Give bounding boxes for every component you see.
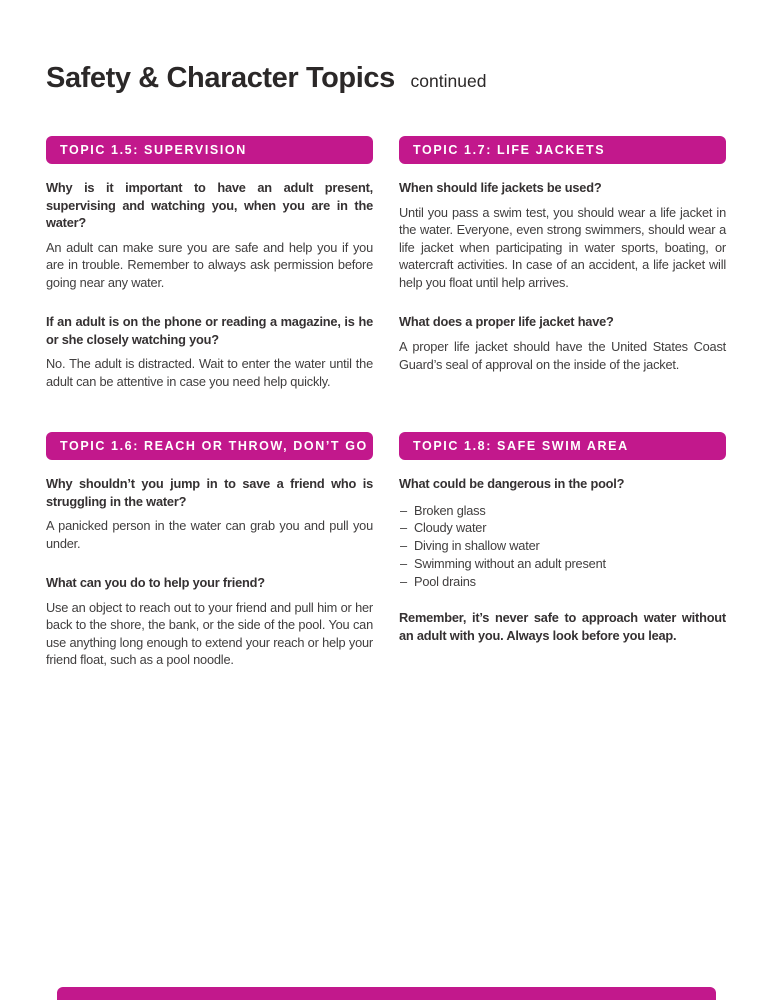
answer-text: Use an object to reach out to your friend and pull him or her back to the shore, the bank, or the side of the pool. You can use anything long enough to extend your reach or help your friend float, such as a pool noodle. [46, 599, 373, 668]
dash-bullet: – [400, 502, 407, 518]
dash-bullet: – [400, 538, 407, 554]
danger-list [399, 502, 726, 591]
answer-text: A proper life jacket should have the United States Coast Guard’s seal of approval on the inside of the jacket. [399, 338, 726, 372]
footer-accent-bar [57, 987, 716, 1000]
topic-header-supervision: TOPIC 1.5: SUPERVISION [46, 136, 373, 164]
list-item [399, 502, 726, 520]
question-text: Why shouldn’t you jump in to save a friend who is struggling in the water? [46, 476, 373, 509]
topics-grid [46, 136, 726, 669]
list-item [399, 555, 726, 573]
dash-bullet: – [400, 555, 407, 571]
list-item [399, 519, 726, 537]
list-item-text: Cloudy water [414, 520, 487, 536]
topic-section-safe-swim-area [399, 432, 726, 669]
list-item [399, 537, 726, 555]
list-item-text: Pool drains [414, 573, 476, 589]
topic-header-reach-or-throw: TOPIC 1.6: REACH OR THROW, DON’T GO [46, 432, 373, 460]
list-item-text: Swimming without an adult present [414, 555, 606, 571]
question-text: Why is it important to have an adult present, supervising and watching you, when you are in the water? [46, 180, 373, 230]
answer-text: No. The adult is distracted. Wait to enter the water until the adult can be attentive in case you need help quickly. [46, 356, 373, 389]
answer-text: An adult can make sure you are safe and help you if you are in trouble. Remember to always ask permission before going near any water. [46, 239, 373, 290]
topic-section-supervision [46, 136, 373, 432]
topic-section-reach-or-throw [46, 432, 373, 669]
list-item-text: Diving in shallow water [414, 538, 540, 554]
list-item-text: Broken glass [414, 502, 486, 518]
page-title-suffix: continued [410, 71, 487, 91]
topic-header-safe-swim-area: TOPIC 1.8: SAFE SWIM AREA [399, 432, 726, 460]
question-text: What could be dangerous in the pool? [399, 476, 625, 491]
question-text: When should life jackets be used? [399, 180, 602, 195]
page-title [46, 62, 486, 95]
answer-text: Until you pass a swim test, you should wear a life jacket in the water. Everyone, even strong swimmers, should wear a life jacket when participating in water sports, boating, or watercraft activities. In case of an accident, a life jacket will help you float until help arrives. [399, 204, 726, 290]
question-text: What does a proper life jacket have? [399, 314, 614, 330]
dash-bullet: – [400, 520, 407, 536]
answer-text: A panicked person in the water can grab you and pull you under. [46, 518, 373, 551]
page-title-main: Safety & Character Topics [46, 62, 395, 94]
question-text: If an adult is on the phone or reading a magazine, is he or she closely watching you? [46, 314, 373, 347]
topic-header-life-jackets: TOPIC 1.7: LIFE JACKETS [399, 136, 726, 164]
dash-bullet: – [400, 573, 407, 589]
topic-section-life-jackets [399, 136, 726, 432]
list-item [399, 573, 726, 591]
reminder-note: Remember, it’s never safe to approach water without an adult with you. Always look before you leap. [399, 610, 726, 643]
question-text: What can you do to help your friend? [46, 575, 265, 591]
